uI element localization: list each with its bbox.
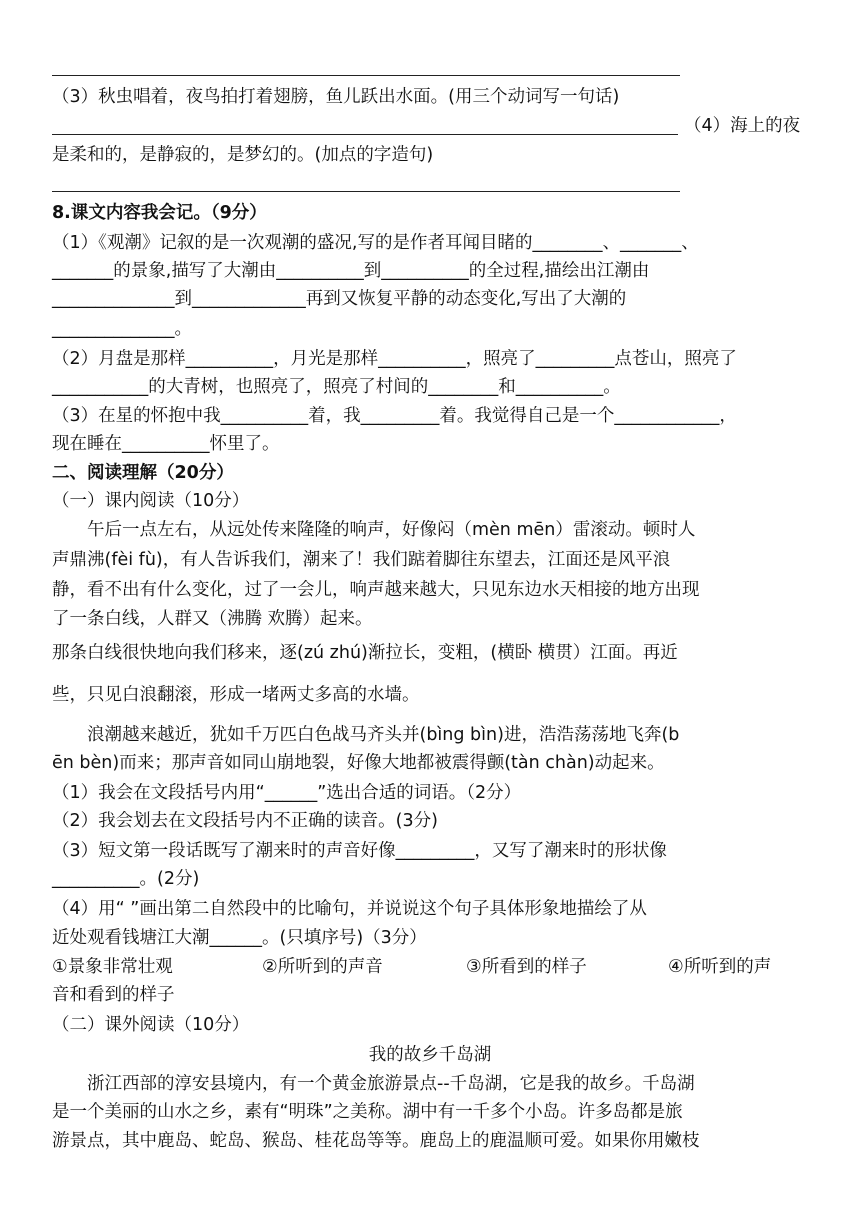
question-7-4: 是柔和的，是静寂的，是梦幻的。(加点的字造句)	[52, 145, 434, 165]
extra-passage-line: 游景点，其中鹿岛、蛇岛、猴岛、桂花岛等等。鹿岛上的鹿温顺可爱。如果你用嫩枝	[52, 1131, 700, 1151]
passage-3-line: 浪潮越来越近，犹如千万匹白色战马齐头并(bìng bìn)进，浩浩荡荡地飞奔(b	[52, 725, 680, 745]
question-7-4-start: （4）海上的夜	[684, 116, 801, 136]
answer-line	[52, 191, 680, 192]
option-2: ②所听到的声音	[262, 957, 383, 977]
question-8-2-line1: （2）月盘是那样__________，月光是那样__________，照亮了_________点苍山，照亮了	[52, 349, 737, 369]
passage-1-line: 午后一点左右，从远处传来隆隆的响声，好像闷（mèn mēn）雷滚动。顿时人	[52, 520, 696, 540]
option-3: ③所看到的样子	[466, 957, 587, 977]
question-8-title: 8.课文内容我会记。（9分）	[52, 203, 267, 223]
reading-question-2: （2）我会划去在文段括号内不正确的读音。(3分)	[52, 811, 438, 831]
question-8-1-line1: （1）《观潮》记叙的是一次观潮的盛况,写的是作者耳闻目睹的________、_______、	[52, 233, 699, 253]
part-1-title: （一）课内阅读（10分）	[52, 491, 250, 511]
passage-3-line: ēn bèn)而来；那声音如同山崩地裂，好像大地都被震得颤(tàn chàn)动起来。	[52, 753, 665, 773]
question-8-1-line2: _______的景象,描写了大潮由__________到__________的全过程,描绘出江潮由	[52, 261, 650, 281]
passage-2-line: 些，只见白浪翻滚，形成一堵两丈多高的水墙。	[52, 685, 420, 705]
question-8-3-line2: 现在睡在__________怀里了。	[52, 434, 280, 454]
reading-question-4-line1: （4）用“ ”画出第二自然段中的比喻句，并说说这个句子具体形象地描绘了从	[52, 899, 647, 919]
passage-2-line: 那条白线很快地向我们移来，逐(zú zhú)渐拉长，变粗，(横卧 横贯）江面。再近	[52, 643, 678, 663]
option-4: ④所听到的声	[668, 957, 772, 977]
extra-passage-line: 是一个美丽的山水之乡，素有“明珠”之美称。湖中有一千多个小岛。许多岛都是旅	[52, 1102, 683, 1122]
option-4-continued: 音和看到的样子	[52, 985, 175, 1005]
question-8-1-line3: ______________到_____________再到又恢复平静的动态变化,写出了大潮的	[52, 289, 627, 309]
reading-question-3-line1: （3）短文第一段话既写了潮来时的声音好像_________，又写了潮来时的形状像	[52, 841, 667, 861]
reading-question-1: （1）我会在文段括号内用“______”选出合适的词语。（2分）	[52, 783, 522, 803]
question-8-1-line4: ______________。	[52, 319, 192, 339]
option-1: ①景象非常壮观	[52, 957, 173, 977]
reading-question-3-line2: __________。(2分)	[52, 869, 200, 889]
passage-1-line: 静，看不出有什么变化，过了一会儿，响声越来越大，只见东边水天相接的地方出现	[52, 580, 700, 600]
answer-line	[52, 75, 680, 76]
part-2-title: （二）课外阅读（10分）	[52, 1015, 250, 1035]
extra-passage-line: 浙江西部的淳安县境内，有一个黄金旅游景点--千岛湖，它是我的故乡。千岛湖	[52, 1074, 695, 1094]
question-8-3-line1: （3）在星的怀抱中我__________着，我_________着。我觉得自己是一个____________，	[52, 406, 737, 426]
question-7-3: （3）秋虫唱着，夜鸟拍打着翅膀，鱼儿跃出水面。(用三个动词写一句话)	[52, 87, 620, 107]
answer-line	[52, 134, 678, 135]
reading-question-4-line2: 近处观看钱塘江大潮______。(只填序号)（3分）	[52, 928, 427, 948]
passage-1-line: 声鼎沸(fèi fù)，有人告诉我们，潮来了！我们踮着脚往东望去，江面还是风平浪	[52, 550, 671, 570]
question-8-2-line2: ___________的大青树，也照亮了，照亮了村间的________和__________。	[52, 377, 621, 397]
passage-title: 我的故乡千岛湖	[368, 1045, 492, 1065]
passage-1-line: 了一条白线，人群又（沸腾 欢腾）起来。	[52, 609, 373, 629]
section-2-title: 二、阅读理解（20分）	[52, 463, 234, 483]
